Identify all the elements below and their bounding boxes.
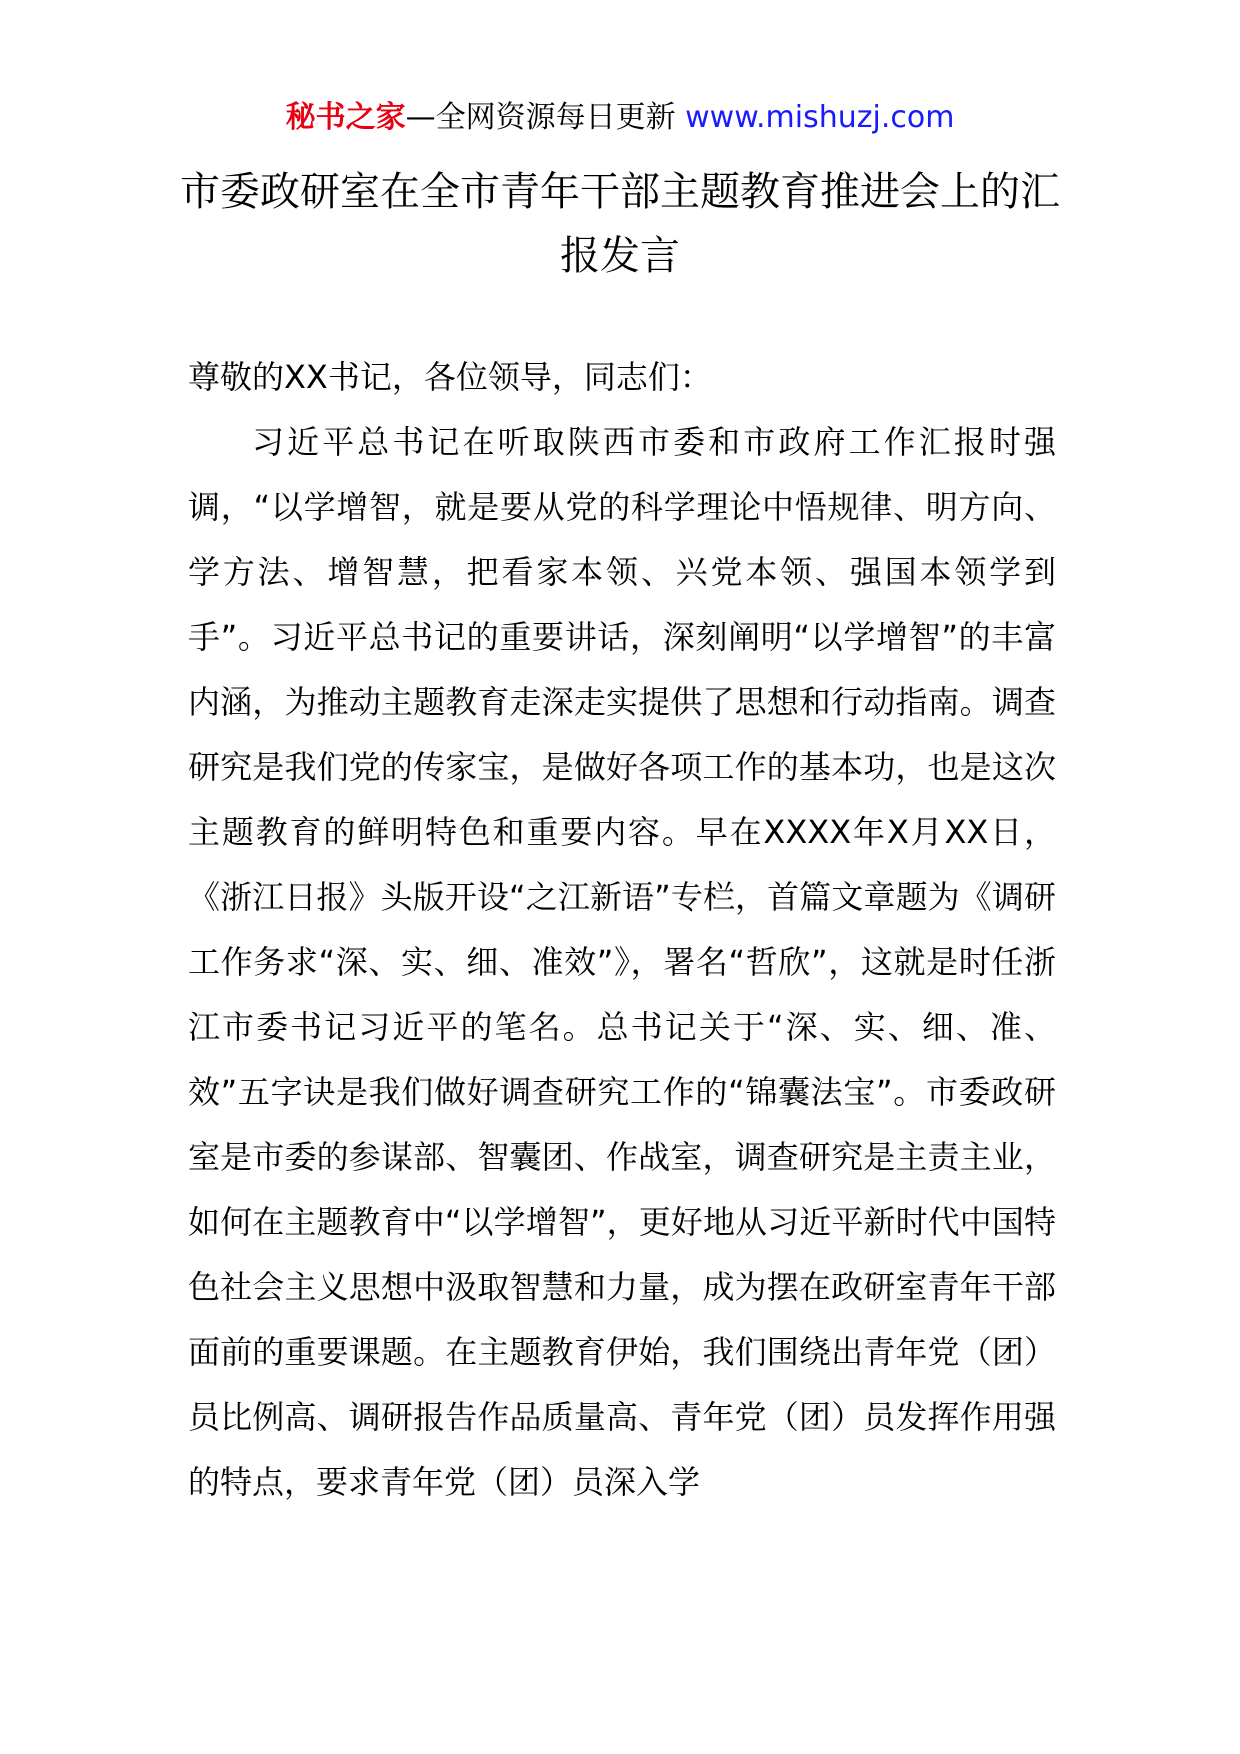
site-link[interactable]: www.mishuzj.com — [685, 100, 955, 135]
body-paragraph: 习近平总书记在听取陕西市委和市政府工作汇报时强调，“以学增智，就是要从党的科学理论中悟规律、明方向、学方法、增智慧，把看家本领、兴党本领、强国本领学到手”。习近平总书记的重要讲话，深刻阐明“以学增智”的丰富内涵，为推动主题教育走深走实提供了思想和行动指南。调查研究是我们党的传家宝，是做好各项工作的基本功，也是这次主题教育的鲜明特色和重要内容。早在XXXX年X月XX日，《浙江日报》头版开设“之江新语”专栏，首篇文章题为《调研工作务求“深、实、细、准效”》，署名“哲欣”，这就是时任浙江市委书记习近平的笔名。总书记关于“深、实、细、准、效”五字诀是我们做好调查研究工作的“锦囊法宝”。市委政研室是市委的参谋部、智囊团、作战室，调查研究是主责主业，如何在主题教育中“以学增智”，更好地从习近平新时代中国特色社会主义思想中汲取智慧和力量，成为摆在政研室青年干部面前的重要课题。在主题教育伊始，我们围绕出青年党（团）员比例高、调研报告作品质量高、青年党（团）员发挥作用强的特点，要求青年党（团）员深入学 — [188, 423, 1056, 1501]
brand-name: 秘书之家 — [285, 100, 406, 135]
document-title: 市委政研室在全市青年干部主题教育推进会上的汇报发言 — [180, 169, 1060, 279]
document-body — [188, 345, 1056, 1515]
site-header — [0, 98, 1240, 138]
salutation: 尊敬的XX书记，各位领导，同志们： — [188, 358, 712, 396]
header-slogan: —全网资源每日更新 — [405, 100, 676, 135]
